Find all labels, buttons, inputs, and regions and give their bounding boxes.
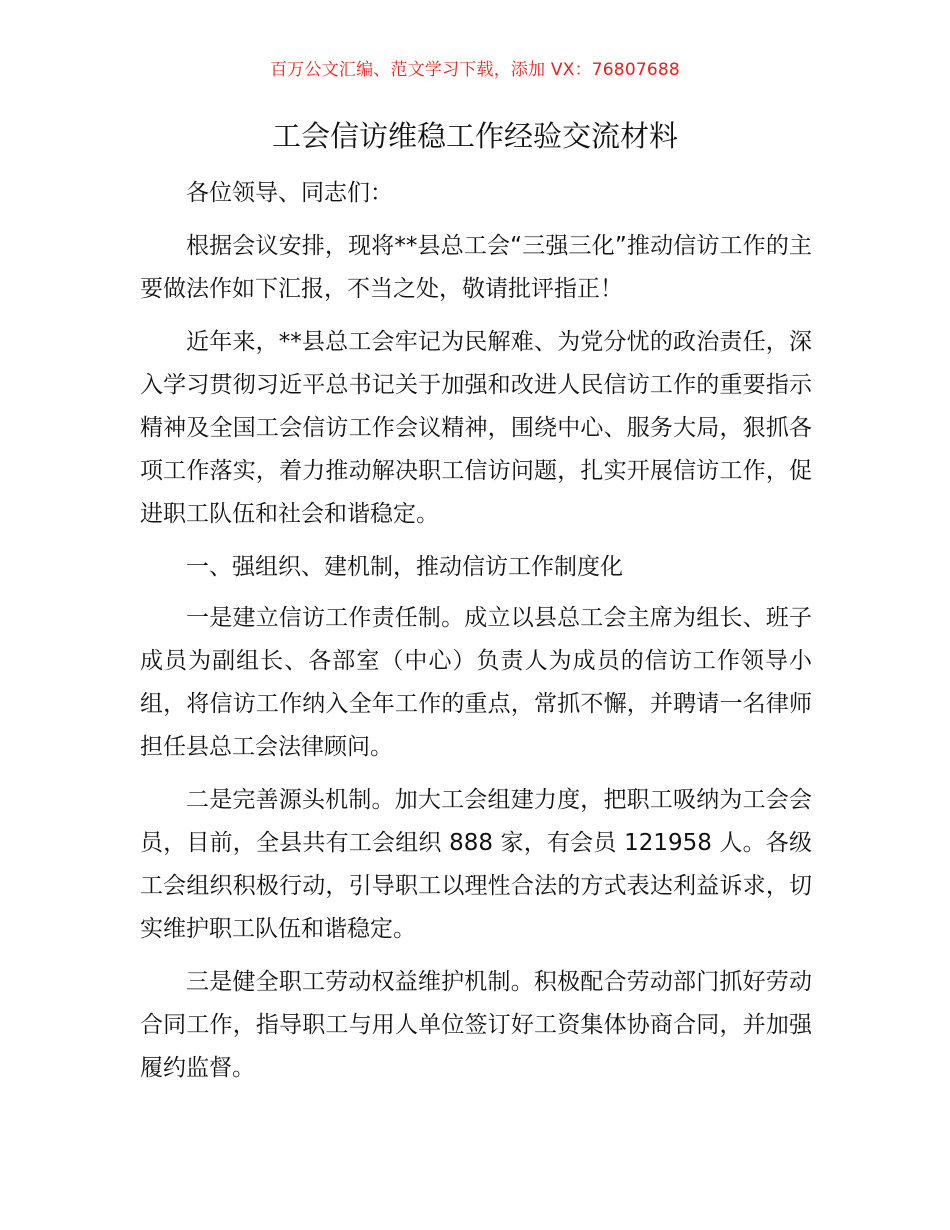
watermark-note: 百万公文汇编、范文学习下载，添加 VX：76807688 xyxy=(270,60,680,80)
paragraph-point-3: 三是健全职工劳动权益维护机制。积极配合劳动部门抓好劳动合同工作，指导职工与用人单位签订好工资集体协商合同，并加强履约监督。 xyxy=(140,969,812,1081)
document-title: 工会信访维稳工作经验交流材料 xyxy=(271,119,678,153)
section-heading-1: 一、强组织、建机制，推动信访工作制度化 xyxy=(186,554,623,580)
paragraph-background: 近年来，**县总工会牢记为民解难、为党分忧的政治责任，深入学习贯彻习近平总书记关于加强和改进人民信访工作的重要指示精神及全国工会信访工作会议精神，围绕中心、服务大局，狠抓各项工作落实，着力推动解决职工信访问题，扎实开展信访工作，促进职工队伍和社会和谐稳定。 xyxy=(140,329,812,527)
paragraph-point-1: 一是建立信访工作责任制。成立以县总工会主席为组长、班子成员为副组长、各部室（中心）负责人为成员的信访工作领导小组，将信访工作纳入全年工作的重点，常抓不懈，并聘请一名律师担任县总工会法律顾问。 xyxy=(140,605,812,760)
salutation: 各位领导、同志们： xyxy=(186,180,393,206)
document-body xyxy=(140,172,812,1100)
paragraph-intro: 根据会议安排，现将**县总工会“三强三化”推动信访工作的主要做法作如下汇报，不当之处，敬请批评指正！ xyxy=(140,233,812,302)
paragraph-point-2: 二是完善源头机制。加大工会组建力度，把职工吸纳为工会会员，目前，全县共有工会组织 888 家，有会员 121958 人。各级工会组织积极行动，引导职工以理性合法的方式表达利益诉求，切实维护职工队伍和谐稳定。 xyxy=(140,787,812,942)
